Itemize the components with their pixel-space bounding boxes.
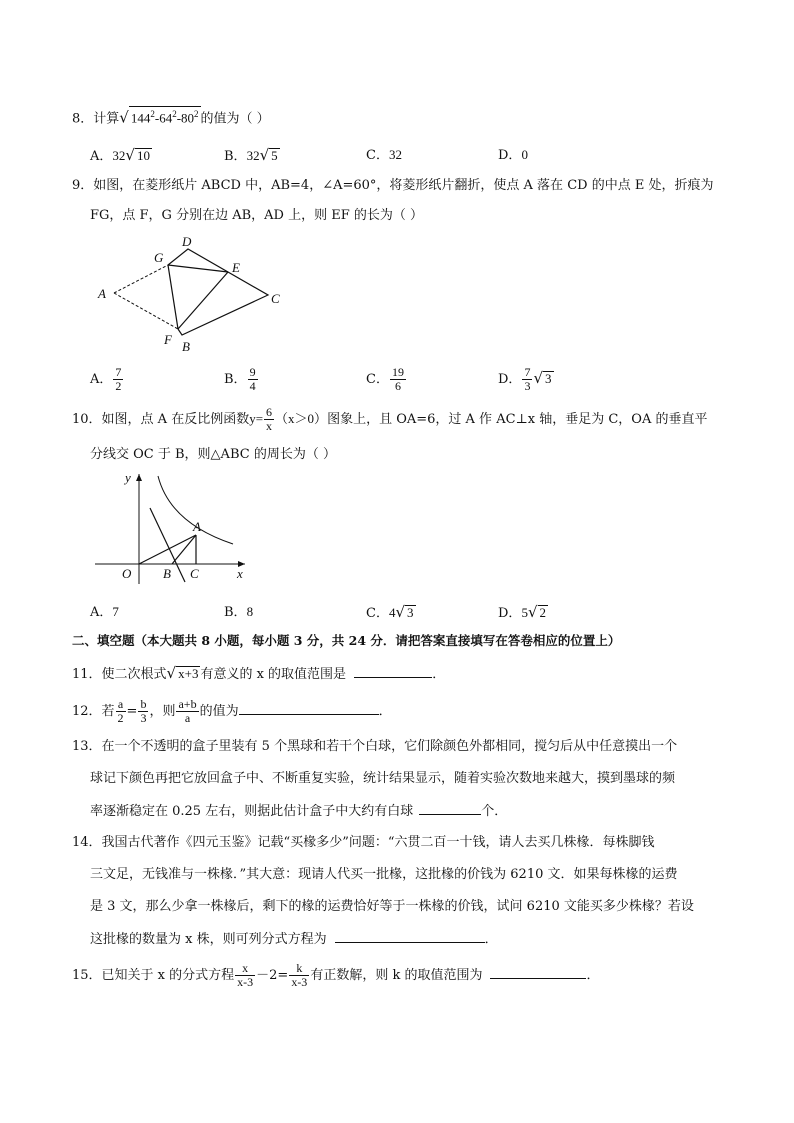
label-b: B bbox=[163, 566, 171, 581]
q8-option-d[interactable]: D．0 bbox=[498, 147, 528, 163]
q11-answer-blank[interactable] bbox=[354, 665, 432, 678]
q8-option-a[interactable]: A．32√ 10 bbox=[90, 146, 150, 164]
label-a: A bbox=[193, 519, 201, 534]
q9-option-c[interactable]: C． $\frac{19}{6}$ bbox=[366, 365, 404, 393]
q13-stem-line2: 球记下颜色再把它放回盒子中、不断重复实验，统计结果显示，随着实验次数地来越大，摸到墨球的频 bbox=[90, 771, 676, 786]
label-o: O bbox=[122, 566, 132, 581]
q12-stem: 12．若 $\frac{a}{2}$ = $\frac{b}{3}$ ，则 $\frac{a+b}{a}$ 的值为 ． bbox=[72, 697, 392, 725]
q9-rhombus-figure bbox=[90, 232, 300, 357]
q14-stem-line4: 这批椽的数量为 x 株，则可列分式方程为 ． bbox=[90, 932, 498, 947]
q8-option-b[interactable]: B．32√ 5 bbox=[224, 146, 278, 164]
label-a: A bbox=[98, 286, 106, 301]
q10-option-c[interactable]: C．4√ 3 bbox=[366, 603, 414, 621]
q14-stem-line2: 三文足，无钱准与一株椽．”其大意：现请人代买一批椽，这批椽的价钱为 6210 文．如果每株椽的运费 bbox=[90, 867, 678, 882]
q9-option-d[interactable]: D． $\frac{7}{3}$ √ 3 bbox=[498, 365, 552, 393]
q9-stem-line1: 9．如图，在菱形纸片 ABCD 中，AB=4，∠A=60°，将菱形纸片翻折，使点 A 落在 CD 的中点 E 处，折痕为 bbox=[72, 178, 714, 193]
q10-stem-line1: 10．如图，点 A 在反比例函数y= $\frac{6}{x}$ （x＞0）图象上，且 OA=6，过 A 作 AC⊥x 轴，垂足为 C，OA 的垂直平 bbox=[72, 405, 708, 433]
q14-stem-line1: 14．我国古代著作《四元玉鉴》记载“买椽多少”问题：“六贯二百一十钱，请人去买几株椽．每株脚钱 bbox=[72, 835, 655, 850]
q14-stem-line3: 是 3 文，那么少拿一株椽后，剩下的椽的运费恰好等于一株椽的价钱，试问 6210 文能买多少株椽？若设 bbox=[90, 899, 694, 914]
q10-graph-figure bbox=[95, 468, 255, 586]
q10-stem-line2: 分线交 OC 于 B，则△ABC 的周长为（ ） bbox=[90, 447, 336, 462]
q12-answer-blank[interactable] bbox=[239, 702, 379, 715]
q10-option-d[interactable]: D．5√ 2 bbox=[498, 603, 546, 621]
q13-stem-line1: 13．在一个不透明的盒子里装有 5 个黑球和若干个白球，它们除颜色外都相同，搅匀后从中任意摸出一个 bbox=[72, 739, 678, 754]
q11-stem: 11．使二次根式√ x+3 有意义的 x 的取值范围是 ． bbox=[72, 664, 446, 682]
label-c: C bbox=[271, 291, 280, 306]
label-g: G bbox=[154, 250, 164, 265]
q10-option-a[interactable]: A．7 bbox=[90, 604, 119, 620]
q9-option-b[interactable]: B． $\frac{9}{4}$ bbox=[224, 365, 256, 393]
section-fill-in-header: 二、填空题（本大题共 8 小题，每小题 3 分，共 24 分．请把答案直接填写在答卷相应的位置上） bbox=[72, 633, 621, 648]
q15-answer-blank[interactable] bbox=[490, 966, 586, 979]
label-y: y bbox=[125, 470, 131, 485]
q14-answer-blank[interactable] bbox=[335, 930, 485, 943]
label-b: B bbox=[182, 339, 190, 354]
q15-stem: 15．已知关于 x 的分式方程 $\frac{x}{x-3}$ －2= $\frac{k}{x-3}$ 有正数解，则 k 的取值范围为 ． bbox=[72, 961, 600, 989]
q8-radicand: $144^2-64^2-80^2$ bbox=[129, 106, 201, 125]
label-x: x bbox=[237, 566, 243, 581]
q13-answer-blank[interactable] bbox=[419, 802, 481, 815]
q13-stem-line3: 率逐渐稳定在 0.25 左右，则据此估计盒子中大约有白球 个． bbox=[90, 804, 508, 819]
q8-stem: 8．计算√ $144^2-64^2-80^2$ 的值为（ ） bbox=[72, 106, 270, 128]
label-d: D bbox=[182, 234, 192, 249]
q10-option-b[interactable]: B．8 bbox=[224, 604, 254, 620]
q9-option-a[interactable]: A． $\frac{7}{2}$ bbox=[90, 365, 122, 393]
label-c: C bbox=[190, 566, 199, 581]
q8-option-c[interactable]: C．32 bbox=[366, 147, 402, 163]
label-f: F bbox=[164, 332, 172, 347]
q9-stem-line2: FG，点 F，G 分别在边 AB，AD 上，则 EF 的长为（ ） bbox=[90, 208, 423, 223]
label-e: E bbox=[232, 260, 240, 275]
